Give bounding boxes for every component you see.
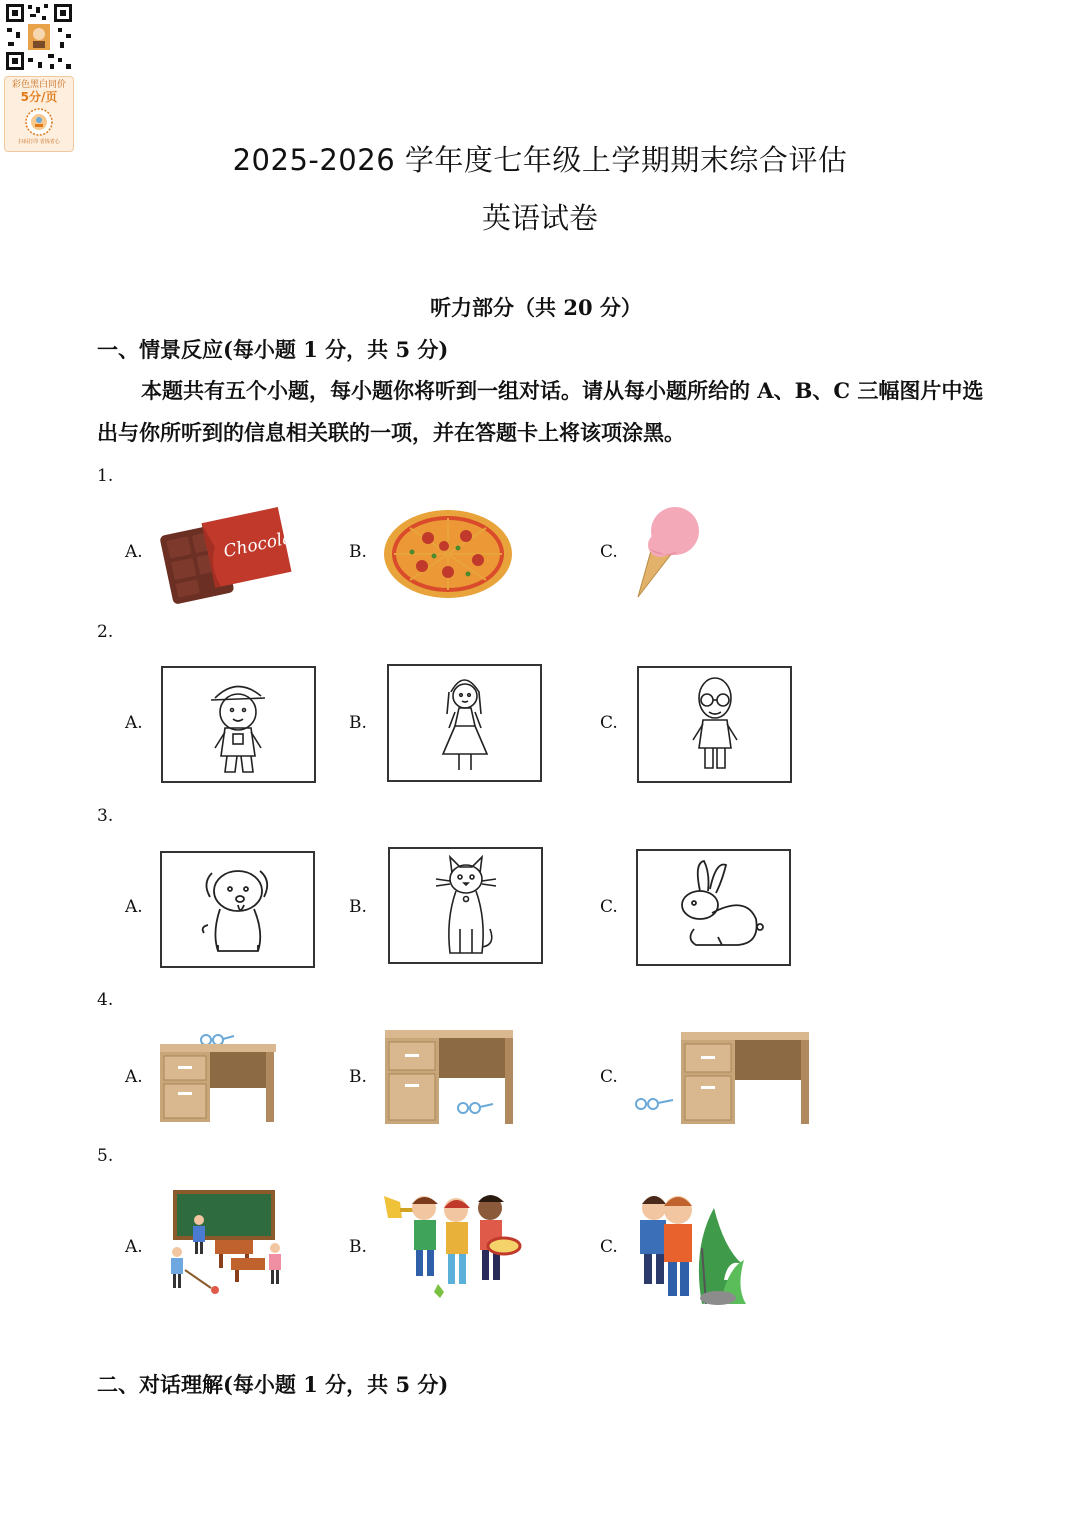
girl-in-dress-icon bbox=[387, 664, 542, 782]
dog-icon bbox=[160, 851, 315, 968]
boy-with-cap-icon bbox=[161, 666, 316, 783]
option-label: B. bbox=[349, 1237, 367, 1257]
glasses-under-desk-icon bbox=[383, 1028, 515, 1126]
promo-line2: 5分/页 bbox=[20, 90, 58, 104]
chocolate-bar-icon bbox=[158, 505, 311, 600]
cat-icon bbox=[388, 847, 543, 964]
promo-line3: 扫码打印 省钱省心 bbox=[18, 139, 60, 145]
option-label: A. bbox=[125, 713, 143, 733]
option-label: C. bbox=[600, 897, 618, 917]
exam-title: 2025-2026 学年度七年级上学期期末综合评估 bbox=[232, 143, 848, 177]
chocolate-wrapper-text: Chocolate bbox=[221, 524, 311, 562]
exam-subtitle: 英语试卷 bbox=[481, 201, 598, 235]
kids-playing-music-icon bbox=[380, 1188, 525, 1308]
question-number: 1. bbox=[97, 466, 114, 486]
qr-code-icon bbox=[4, 2, 74, 72]
kids-cleaning-classroom-icon bbox=[155, 1190, 295, 1305]
question-number: 3. bbox=[97, 806, 114, 826]
old-man-with-glasses-icon bbox=[637, 666, 792, 783]
glasses-beside-desk-icon bbox=[633, 1030, 813, 1126]
option-label: A. bbox=[125, 897, 143, 917]
rabbit-icon bbox=[636, 849, 791, 966]
kids-hiking-icon bbox=[632, 1188, 747, 1306]
ice-cream-cone-icon bbox=[630, 505, 705, 600]
option-label: C. bbox=[600, 542, 618, 562]
option-label: A. bbox=[125, 1237, 143, 1257]
option-label: B. bbox=[349, 542, 367, 562]
section1-instructions: 本题共有五个小题，每小题你将听到一组对话。请从每小题所给的 A、B、C 三幅图片中选出与你所听到的信息相关联的一项，并在答题卡上将该项涂黑。 bbox=[97, 378, 984, 445]
option-label: B. bbox=[349, 1067, 367, 1087]
question-number: 5. bbox=[97, 1146, 114, 1166]
option-label: A. bbox=[125, 1067, 143, 1087]
question-number: 2. bbox=[97, 622, 114, 642]
option-label: C. bbox=[600, 713, 618, 733]
promo-line1: 彩色黑白同价 bbox=[11, 80, 66, 90]
pizza-icon bbox=[382, 508, 514, 600]
option-label: B. bbox=[349, 897, 367, 917]
printer-seal-icon bbox=[25, 108, 53, 136]
glasses-on-desk-icon bbox=[158, 1030, 280, 1126]
option-label: C. bbox=[600, 1067, 618, 1087]
option-label: A. bbox=[125, 542, 143, 562]
option-label: B. bbox=[349, 713, 367, 733]
section1-heading: 一、情景反应(每小题 1 分，共 5 分) bbox=[97, 337, 449, 362]
section2-heading: 二、对话理解(每小题 1 分，共 5 分) bbox=[97, 1372, 449, 1397]
option-label: C. bbox=[600, 1237, 618, 1257]
question-number: 4. bbox=[97, 990, 114, 1010]
part-heading: 听力部分（共 20 分） bbox=[430, 295, 642, 320]
